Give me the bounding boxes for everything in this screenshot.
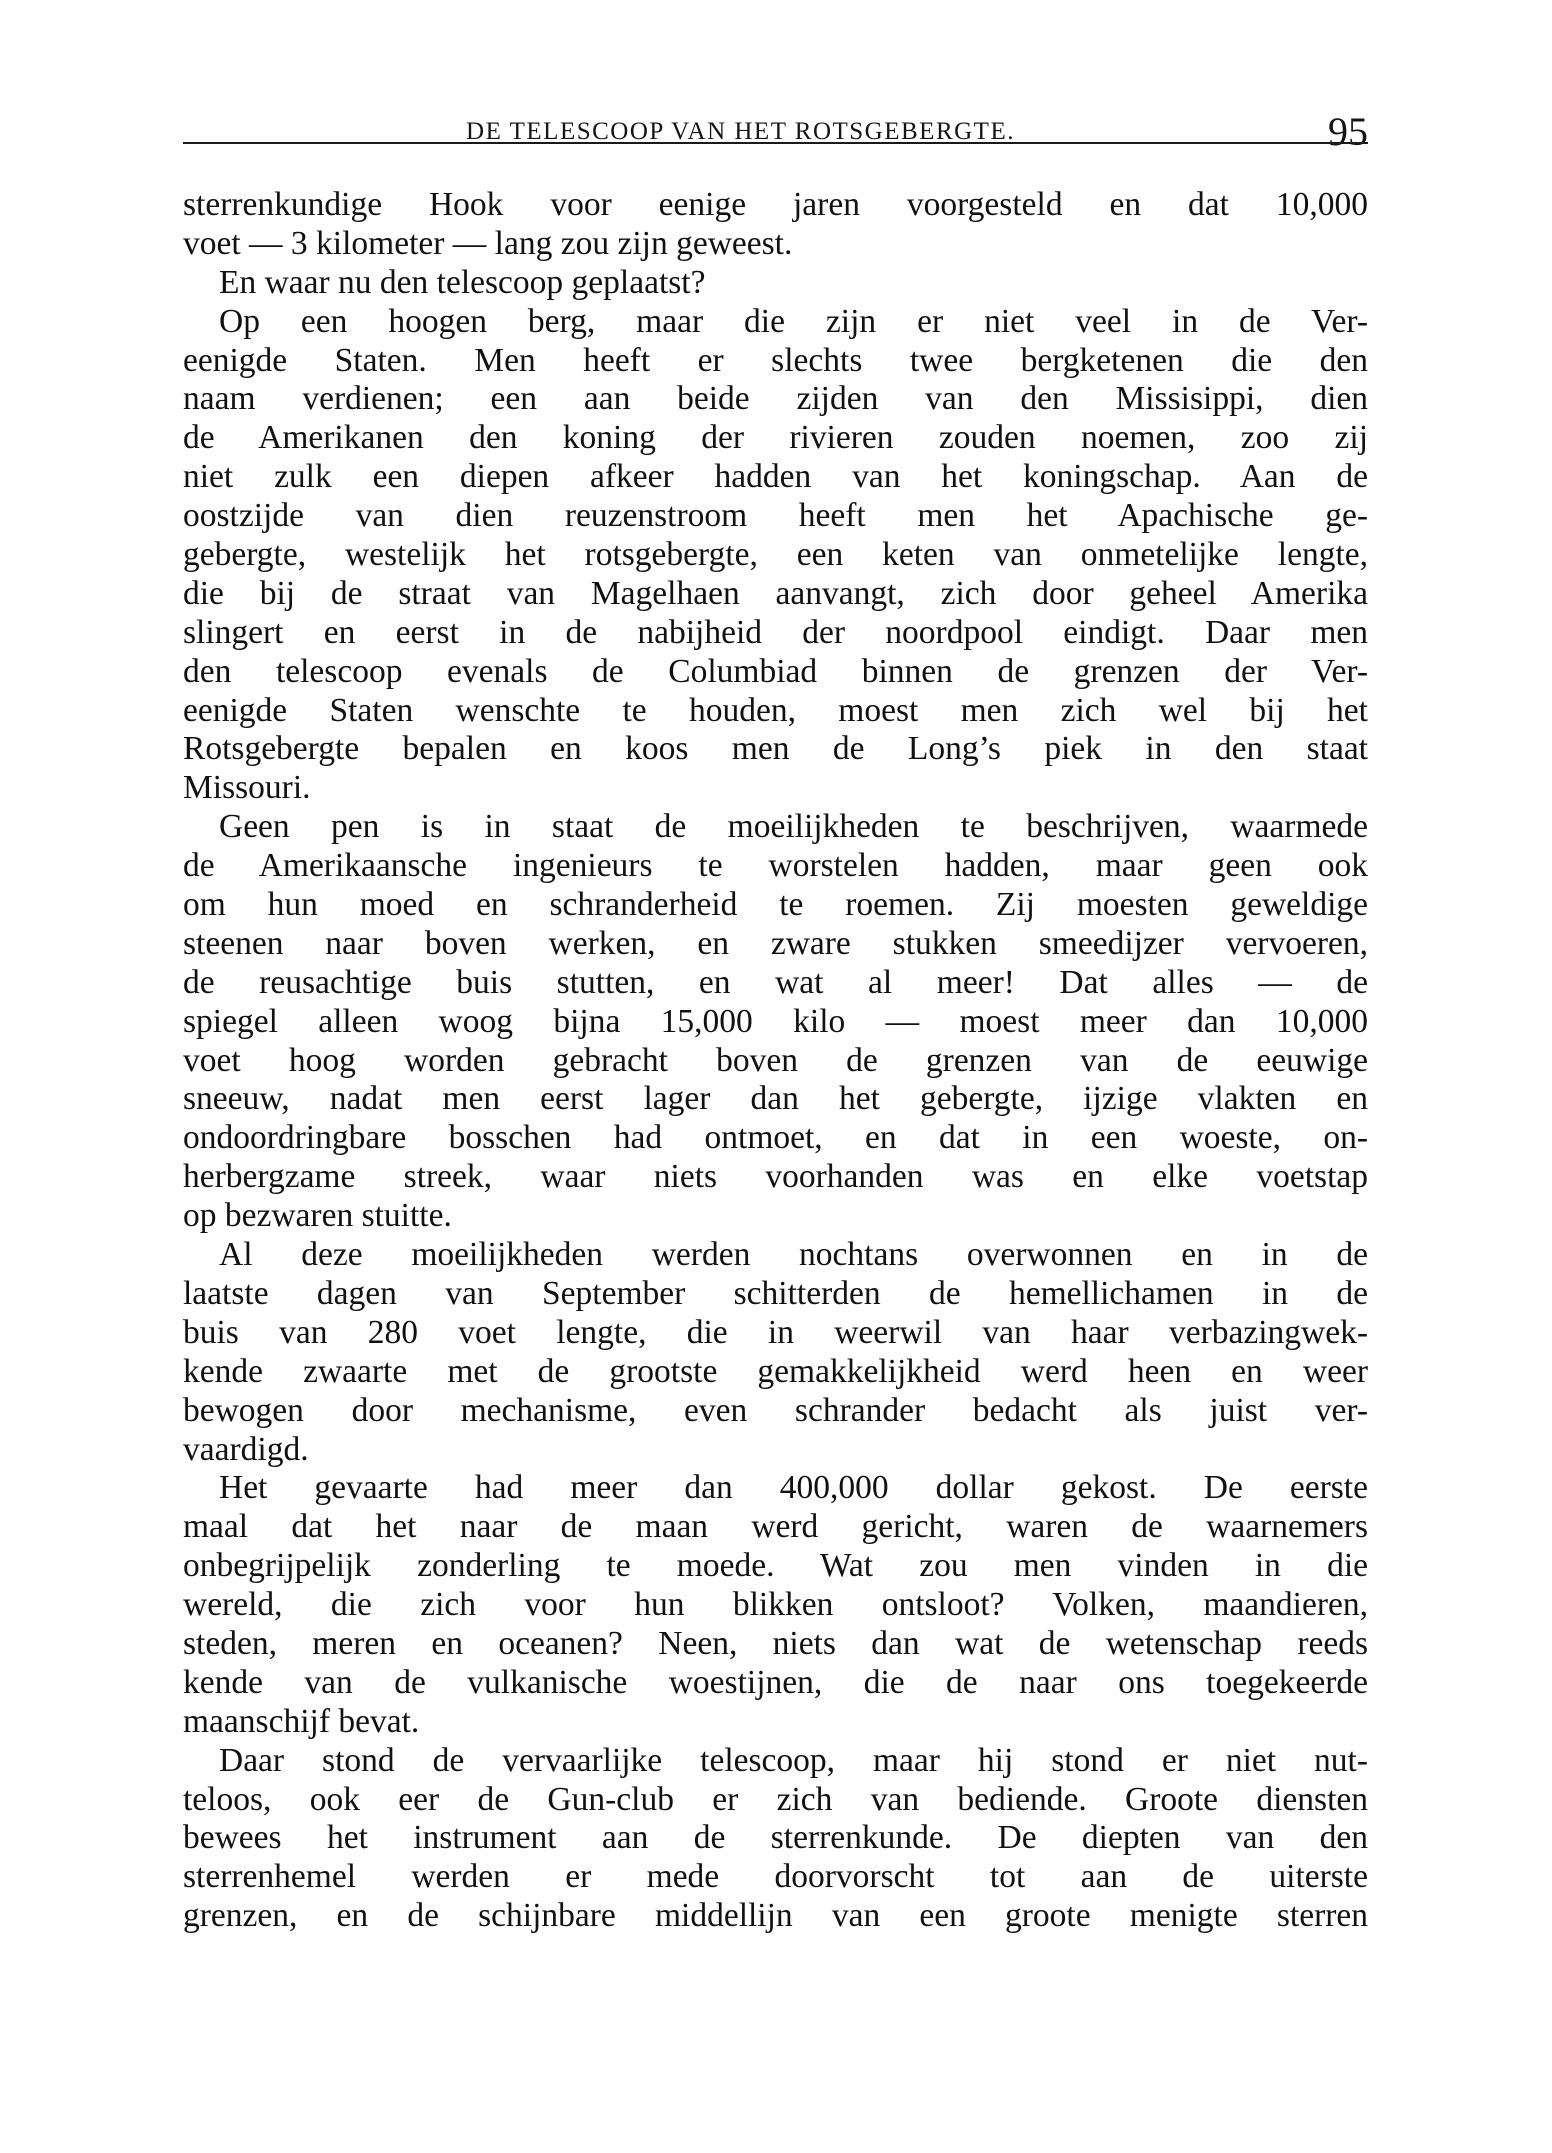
text-line: Het gevaarte had meer dan 400,000 dollar gekost. De eerste xyxy=(219,1469,1368,1507)
text-line: maanschijf bevat. xyxy=(183,1702,420,1740)
text-line: Rotsgebergte bepalen en koos men de Long’s piek in den staat xyxy=(183,730,1368,768)
text-line: teloos, ook eer de Gun-club er zich van bediende. Groote diensten xyxy=(183,1780,1368,1818)
paragraph xyxy=(183,808,1368,1236)
text-line: buis van 280 voet lengte, die in weerwil van haar verbazingwek- xyxy=(183,1313,1368,1351)
text-line: spiegel alleen woog bijna 15,000 kilo — moest meer dan 10,000 xyxy=(183,1002,1368,1040)
text-line: voet — 3 kilometer — lang zou zijn geweest. xyxy=(183,224,793,262)
text-line: Missouri. xyxy=(183,769,311,807)
text-line: oostzijde van dien reuzenstroom heeft men het Apachische ge- xyxy=(183,497,1368,535)
text-line: sterrenhemel werden er mede doorvorscht tot aan de uiterste xyxy=(183,1858,1368,1896)
paragraph xyxy=(183,303,1368,809)
paragraph xyxy=(183,1469,1368,1741)
text-line: ondoordringbare bosschen had ontmoet, en dat in een woeste, on- xyxy=(183,1119,1368,1157)
text-line: om hun moed en schranderheid te roemen. Zij moesten geweldige xyxy=(183,886,1368,924)
text-line: de reusachtige buis stutten, en wat al meer! Dat alles — de xyxy=(183,963,1368,1001)
text-line: Daar stond de vervaarlijke telescoop, maar hij stond er niet nut- xyxy=(219,1741,1368,1779)
text-line: maal dat het naar de maan werd gericht, waren de waarnemers xyxy=(183,1508,1368,1546)
text-line: En waar nu den telescoop geplaatst? xyxy=(219,263,706,301)
text-line: onbegrijpelijk zonderling te moede. Wat zou men vinden in die xyxy=(183,1547,1368,1585)
text-line: herbergzame streek, waar niets voorhanden was en elke voetstap xyxy=(183,1158,1368,1196)
text-line: kende van de vulkanische woestijnen, die de naar ons toegekeerde xyxy=(183,1663,1368,1701)
text-line: wereld, die zich voor hun blikken ontsloot? Volken, maandieren, xyxy=(183,1586,1368,1624)
text-line: slingert en eerst in de nabijheid der noordpool eindigt. Daar men xyxy=(183,613,1368,651)
text-line: niet zulk een diepen afkeer hadden van het koningschap. Aan de xyxy=(183,458,1368,496)
text-line: sneeuw, nadat men eerst lager dan het gebergte, ijzige vlakten en xyxy=(183,1080,1368,1118)
text-line: grenzen, en de schijnbare middellijn van een groote menigte sterren xyxy=(183,1897,1368,1935)
header-rule xyxy=(183,142,1368,144)
text-line: Al deze moeilijkheden werden nochtans overwonnen en in de xyxy=(219,1236,1368,1274)
text-line: die bij de straat van Magelhaen aanvangt, zich door geheel Amerika xyxy=(183,574,1368,612)
running-title: DE TELESCOOP VAN HET ROTSGEBERGTE. xyxy=(466,118,1015,145)
text-line: de Amerikaansche ingenieurs te worstelen hadden, maar geen ook xyxy=(183,847,1368,885)
text-line: naam verdienen; een aan beide zijden van den Missisippi, dien xyxy=(183,380,1368,418)
text-line: gebergte, westelijk het rotsgebergte, een keten van onmetelijke lengte, xyxy=(183,536,1368,574)
paragraph xyxy=(183,264,1368,303)
text-line: laatste dagen van September schitterden de hemellichamen in de xyxy=(183,1274,1368,1312)
text-line: de Amerikanen den koning der rivieren zouden noemen, zoo zij xyxy=(183,419,1368,457)
text-line: kende zwaarte met de grootste gemakkelijkheid werd heen en weer xyxy=(183,1352,1368,1390)
text-line: den telescoop evenals de Columbiad binnen de grenzen der Ver- xyxy=(183,652,1368,690)
text-line: bewees het instrument aan de sterrenkunde. De diepten van den xyxy=(183,1819,1368,1857)
page-number: 95 xyxy=(1328,109,1368,154)
text-line: steden, meren en oceanen? Neen, niets dan wat de wetenschap reeds xyxy=(183,1624,1368,1662)
text-line: op bezwaren stuitte. xyxy=(183,1197,452,1235)
paragraph xyxy=(183,1742,1368,1936)
text-line: eenigde Staten. Men heeft er slechts twee bergketenen die den xyxy=(183,341,1368,379)
body-text xyxy=(183,186,1368,1936)
text-line: vaardigd. xyxy=(183,1430,309,1468)
paragraph xyxy=(183,1236,1368,1469)
text-line: bewogen door mechanisme, even schrander bedacht als juist ver- xyxy=(183,1391,1368,1429)
text-line: steenen naar boven werken, en zware stukken smeedijzer vervoeren, xyxy=(183,924,1368,962)
paragraph xyxy=(183,186,1368,264)
text-line: Op een hoogen berg, maar die zijn er niet veel in de Ver- xyxy=(219,302,1368,340)
text-line: voet hoog worden gebracht boven de grenzen van de eeuwige xyxy=(183,1041,1368,1079)
text-line: Geen pen is in staat de moeilijkheden te beschrijven, waarmede xyxy=(219,808,1368,846)
text-line: sterrenkundige Hook voor eenige jaren voorgesteld en dat 10,000 xyxy=(183,186,1368,223)
text-line: eenigde Staten wenschte te houden, moest men zich wel bij het xyxy=(183,691,1368,729)
running-head xyxy=(183,109,1368,162)
